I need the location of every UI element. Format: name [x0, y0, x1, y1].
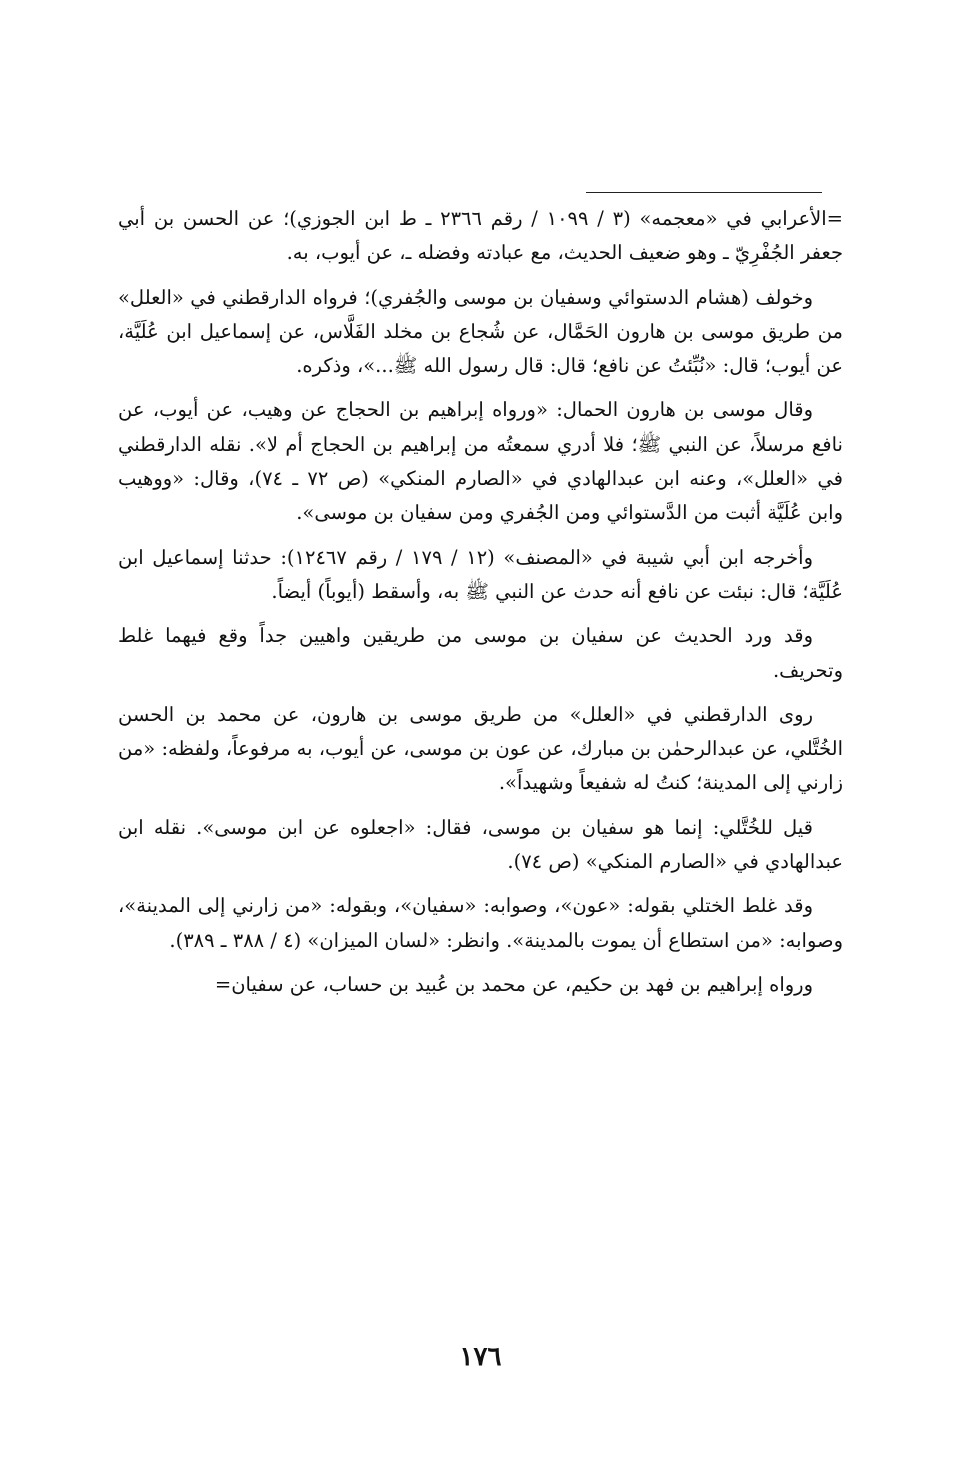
footnote-paragraph: =الأعرابي في «معجمه» (٣ / ١٠٩٩ / رقم ٢٣٦٦ ـ ط ابن الجوزي)؛ عن الحسن بن أبي جعفر الجُفْرِيّ ـ وهو ضعيف الحديث، مع عبادته وفضله ـ، عن أيوب، به. [118, 207, 843, 265]
footnote-paragraph: وأخرجه ابن أبي شيبة في «المصنف» (١٢ / ١٧٩ / رقم ١٢٤٦٧): حدثنا إسماعيل ابن عُلَيَّة؛ قال: نبئت عن نافع أنه حدث عن النبي ﷺ به، وأسقط (أيوباً) أيضاً. [118, 545, 843, 603]
footnote-paragraph: وقد غلط الختلي بقوله: «عون»، وصوابه: «سفيان»، وبقوله: «من زارني إلى المدينة»، وصوابه: «من استطاع أن يموت بالمدينة». وانظر: «لسان الميزان» (٤ / ٣٨٨ ـ ٣٨٩). [118, 894, 843, 952]
footnote-paragraph: وخولف (هشام الدستوائي وسفيان بن موسى والجُفري)؛ فرواه الدارقطني في «العلل» من طريق موسى بن هارون الحَمَّال، عن شُجاع بن مخلد الفَلَّاس، عن إسماعيل ابن عُلَيَّة، عن أيوب؛ قال: «نُبِّئتُ عن نافع؛ قال: قال رسول الله ﷺ...»، وذكره. [118, 285, 843, 378]
footnote-separator-rule [586, 192, 822, 193]
footnote-text-block [118, 202, 843, 1002]
page-number: ١٧٦ [459, 1342, 502, 1372]
footnote-paragraph: ورواه إبراهيم بن فهد بن حكيم، عن محمد بن عُبيد بن حساب، عن سفيان= [214, 972, 813, 996]
footnote-paragraph: روى الدارقطني في «العلل» من طريق موسى بن هارون، عن محمد بن الحسن الخُتَّلي، عن عبدالرحمٰن بن مبارك، عن عون بن موسى، عن أيوب، به مرفوعاً، ولفظه: «من زارني إلى المدينة؛ كنتُ له شفيعاً وشهيداً». [118, 702, 843, 795]
footnote-paragraph: وقال موسى بن هارون الحمال: «ورواه إبراهيم بن الحجاج عن وهيب، عن أيوب، عن نافع مرسلاً، عن النبي ﷺ؛ فلا أدري سمعتُه من إبراهيم بن الحجاج أم لا». نقله الدارقطني في «العلل»، وعنه ابن عبدالهادي في «الصارم المنكي» (ص ٧٢ ـ ٧٤)، وقال: «ووهيب وابن عُلَيَّة أثبت من الدَّستوائي ومن الجُفري ومن سفيان بن موسى». [118, 398, 843, 525]
footnote-paragraph: قيل للخُتَّلي: إنما هو سفيان بن موسى، فقال: «اجعلوه عن ابن موسى». نقله ابن عبدالهادي في «الصارم المنكي» (ص ٧٤). [118, 815, 843, 874]
footnote-paragraph: وقد ورد الحديث عن سفيان بن موسى من طريقين واهيين جداً وقع فيهما غلط وتحريف. [118, 624, 843, 682]
